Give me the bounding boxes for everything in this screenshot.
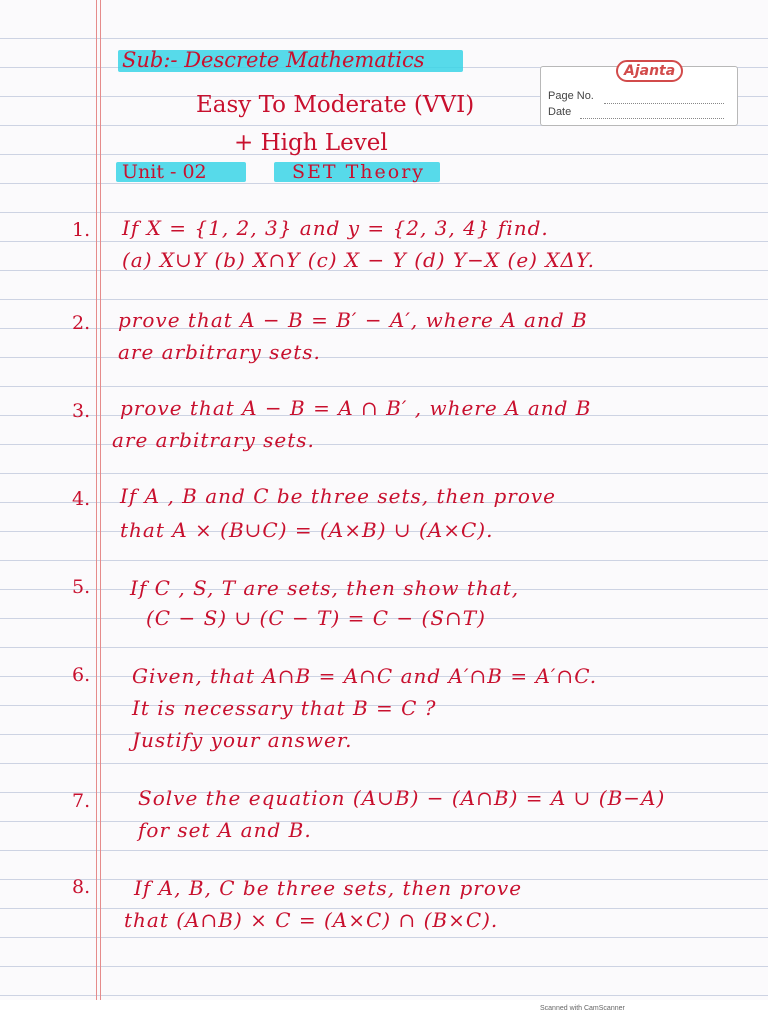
margin-line [100, 0, 101, 1000]
question-number: 2. [72, 312, 91, 334]
question-line: are arbitrary sets. [118, 340, 321, 364]
page-no-line [604, 103, 724, 104]
question-line: prove that A − B = A ∩ B′ , where A and B [120, 396, 592, 420]
subject-title: Sub:- Descrete Mathematics [122, 48, 425, 72]
date-line [580, 118, 724, 119]
margin-line [96, 0, 97, 1000]
question-line: It is necessary that B = C ? [132, 696, 437, 720]
topic-label: SET Theory [292, 161, 426, 183]
question-line: that A × (B∪C) = (A×B) ∪ (A×C). [120, 518, 494, 542]
scanner-watermark: Scanned with CamScanner [540, 1005, 625, 1012]
footer [0, 1000, 768, 1024]
date-label: Date [548, 106, 572, 118]
question-number: 5. [72, 576, 91, 598]
question-line: If A, B, C be three sets, then prove [134, 876, 523, 900]
question-number: 6. [72, 664, 91, 686]
question-line: (a) X∪Y (b) X∩Y (c) X − Y (d) Y−X (e) XΔY. [122, 248, 595, 272]
question-number: 3. [72, 400, 91, 422]
question-number: 8. [72, 876, 91, 898]
unit-label: Unit - 02 [122, 161, 207, 183]
question-line: (C − S) ∪ (C − T) = C − (S∩T) [146, 606, 486, 630]
level-line-1: Easy To Moderate (VVI) [196, 92, 475, 118]
question-number: 7. [72, 790, 91, 812]
question-number: 4. [72, 488, 91, 510]
question-line: If X = {1, 2, 3} and y = {2, 3, 4} find. [122, 216, 549, 240]
level-line-2: + High Level [234, 130, 388, 156]
question-number: 1. [72, 219, 91, 241]
page-no-label: Page No. [548, 90, 594, 102]
question-line: are arbitrary sets. [112, 428, 315, 452]
brand-logo: Ajanta [616, 60, 683, 82]
question-line: Given, that A∩B = A∩C and A′∩B = A′∩C. [132, 664, 598, 688]
question-line: prove that A − B = B′ − A′, where A and B [118, 308, 588, 332]
question-line: If C , S, T are sets, then show that, [130, 576, 520, 600]
question-line: If A , B and C be three sets, then prove [120, 484, 557, 508]
question-line: for set A and B. [138, 818, 312, 842]
question-line: that (A∩B) × C = (A×C) ∩ (B×C). [124, 908, 499, 932]
question-line: Justify your answer. [132, 728, 353, 752]
question-line: Solve the equation (A∪B) − (A∩B) = A ∪ (B−A) [138, 786, 666, 810]
